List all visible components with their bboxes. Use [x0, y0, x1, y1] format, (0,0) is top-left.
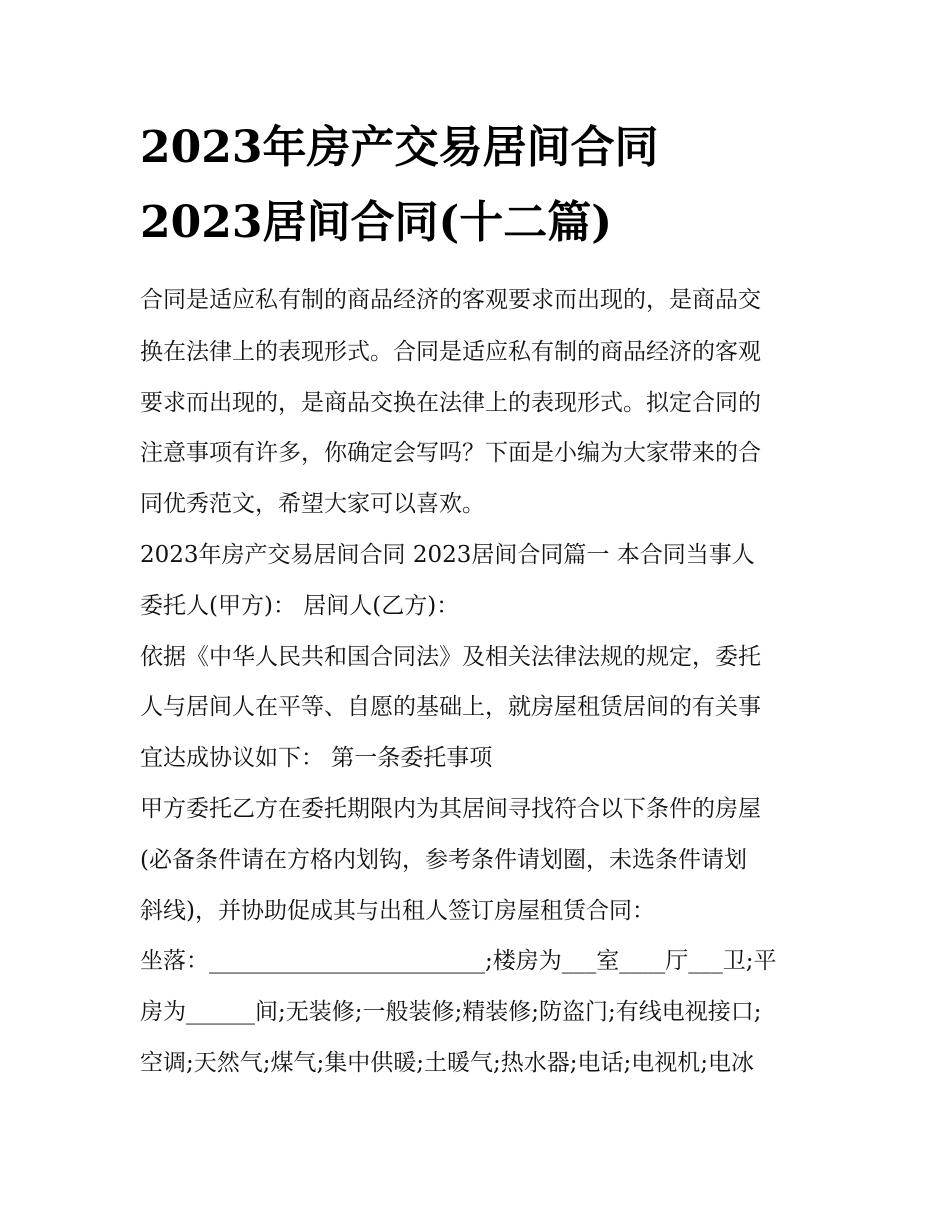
document-title-line-1: 2023年房产交易居间合同: [140, 122, 659, 173]
body-line-8: 依据《中华人民共和国合同法》及相关法律法规的规定，委托: [140, 644, 761, 670]
body-line-6: 2023年房产交易居间合同 2023居间合同篇一 本合同当事人: [140, 542, 755, 568]
body-line-2: 换在法律上的表现形式。合同是适应私有制的商品经济的客观: [140, 339, 761, 365]
body-line-4: 注意事项有许多，你确定会写吗？下面是小编为大家带来的合: [140, 440, 761, 466]
body-line-11: 甲方委托乙方在委托期限内为其居间寻找符合以下条件的房屋: [140, 796, 761, 822]
body-line-15: 房为______间;无装修;一般装修;精装修;防盗门;有线电视接口;: [140, 999, 762, 1025]
body-line-5: 同优秀范文，希望大家可以喜欢。: [140, 491, 485, 517]
body-line-14: 坐落：________________________;楼房为___室____厅___卫;平: [140, 948, 777, 974]
body-line-16: 空调;天然气;煤气;集中供暖;土暖气;热水器;电话;电视机;电冰: [140, 1050, 754, 1076]
body-line-12: (必备条件请在方格内划钩，参考条件请划圈，未选条件请划: [140, 847, 747, 873]
document-title-line-2: 2023居间合同(十二篇): [140, 197, 613, 248]
body-line-10: 宜达成协议如下： 第一条委托事项: [140, 745, 493, 771]
body-line-13: 斜线)，并协助促成其与出租人签订房屋租赁合同：: [140, 898, 655, 924]
body-line-1: 合同是适应私有制的商品经济的客观要求而出现的，是商品交: [140, 287, 761, 313]
body-line-9: 人与居间人在平等、自愿的基础上，就房屋租赁居间的有关事: [140, 694, 761, 720]
body-line-3: 要求而出现的，是商品交换在法律上的表现形式。拟定合同的: [140, 390, 761, 416]
body-line-7: 委托人(甲方)： 居间人(乙方)：: [140, 593, 460, 619]
